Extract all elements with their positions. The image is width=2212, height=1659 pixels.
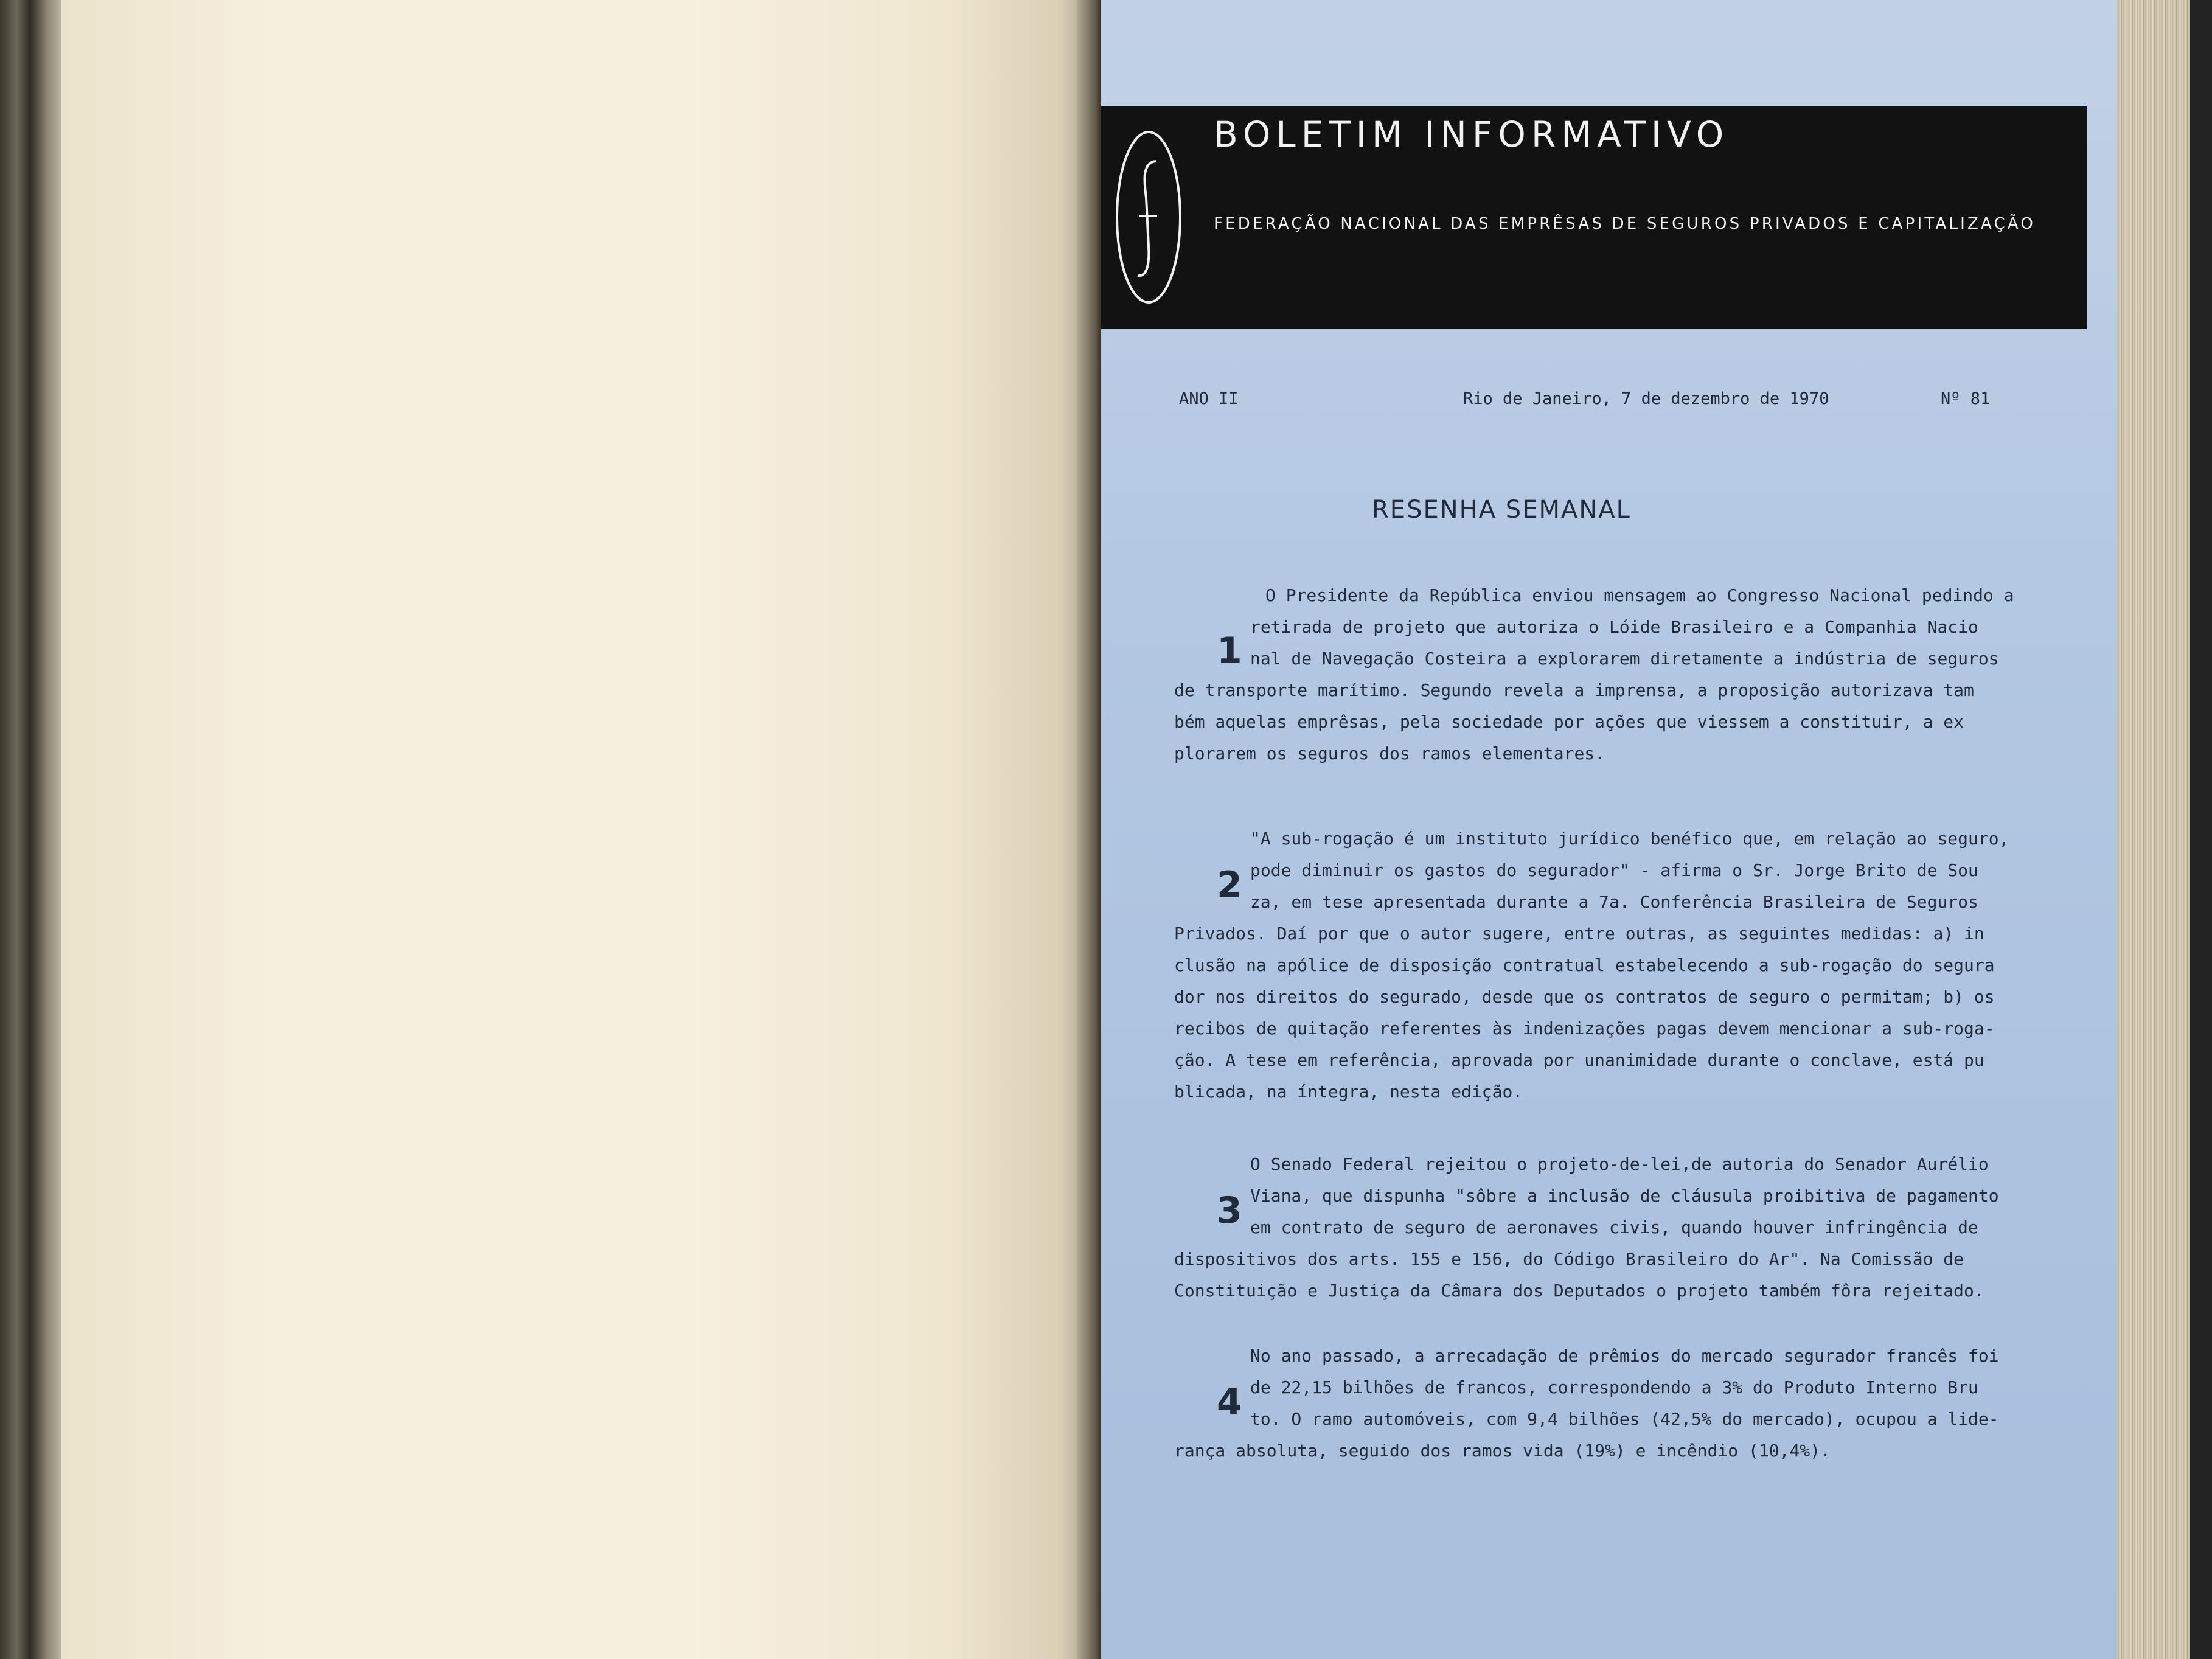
bulletin-title: BOLETIM INFORMATIVO — [1214, 114, 1730, 155]
paragraph-line: pode diminuir os gastos do segurador" - afirma o Sr. Jorge Brito de Sou — [1250, 860, 1978, 880]
paragraph-line: dispositivos dos arts. 155 e 156, do Código Brasileiro do Ar". Na Comissão de — [1174, 1249, 1964, 1269]
paragraph-line: recibos de quitação referentes às indenizações pagas devem mencionar a sub-roga- — [1174, 1018, 1995, 1038]
page-stack-shadow — [2190, 0, 2212, 1659]
paragraph-line: em contrato de seguro de aeronaves civis, quando houver infringência de — [1250, 1217, 1978, 1237]
federation-logo-icon — [1112, 125, 1185, 310]
header-banner — [1101, 106, 2087, 329]
paragraph-line: bém aquelas emprêsas, pela sociedade por ações que viessem a constituir, a ex — [1174, 712, 1964, 732]
blank-left-page — [61, 0, 1101, 1659]
paragraph-line: za, em tese apresentada durante a 7a. Conferência Brasileira de Seguros — [1250, 892, 1978, 912]
item-number: 3 — [1217, 1189, 1242, 1232]
item-number: 4 — [1217, 1381, 1242, 1424]
paragraph-line: No ano passado, a arrecadação de prêmios do mercado segurador francês foi — [1250, 1346, 1999, 1366]
paragraph-line: Privados. Daí por que o autor sugere, entre outras, as seguintes medidas: a) in — [1174, 923, 1984, 944]
issue-date: Rio de Janeiro, 7 de dezembro de 1970 — [1463, 389, 1829, 408]
paragraph-line: clusão na apólice de disposição contratual estabelecendo a sub-rogação do segura — [1174, 955, 1995, 975]
paragraph-line: retirada de projeto que autoriza o Lóide Brasileiro e a Companhia Nacio — [1250, 617, 1978, 637]
paragraph-line: O Presidente da República enviou mensagem ao Congresso Nacional pedindo a — [1265, 585, 2014, 605]
paragraph-line: O Senado Federal rejeitou o projeto-de-lei,de autoria do Senador Aurélio — [1250, 1154, 1989, 1174]
paragraph-line: plorarem os seguros dos ramos elementares. — [1174, 743, 1605, 763]
paragraph-line: to. O ramo automóveis, com 9,4 bilhões (42,5% do mercado), ocupou a lide- — [1250, 1409, 1999, 1429]
paragraph-line: ção. A tese em referência, aprovada por unanimidade durante o conclave, está pu — [1174, 1050, 1984, 1070]
paragraph-line: Viana, que dispunha "sôbre a inclusão de cláusula proibitiva de pagamento — [1250, 1186, 1999, 1206]
paragraph-line: blicada, na íntegra, nesta edição. — [1174, 1082, 1523, 1102]
issue-number: Nº 81 — [1941, 389, 1991, 408]
paragraph-line: de transporte marítimo. Segundo revela a imprensa, a proposição autorizava tam — [1174, 680, 1974, 700]
paragraph-line: "A sub-rogação é um instituto jurídico benéfico que, em relação ao seguro, — [1250, 829, 2009, 849]
item-number: 2 — [1217, 864, 1242, 906]
paragraph-line: dor nos direitos do segurado, desde que os contratos de seguro o permitam; b) os — [1174, 987, 1995, 1007]
issue-year: ANO II — [1179, 389, 1239, 408]
item-number: 1 — [1217, 630, 1242, 672]
book-spine-edge — [0, 0, 67, 1659]
federation-name: FEDERAÇÃO NACIONAL DAS EMPRÊSAS DE SEGUROS PRIVADOS E CAPITALIZAÇÃO — [1214, 215, 2036, 233]
paragraph-line: rança absoluta, seguido dos ramos vida (19%) e incêndio (10,4%). — [1174, 1441, 1831, 1461]
paragraph-line: de 22,15 bilhões de francos, correspondendo a 3% do Produto Interno Bru — [1250, 1377, 1978, 1397]
section-title: RESENHA SEMANAL — [1372, 496, 1631, 524]
bulletin-page — [1101, 0, 2117, 1659]
paragraph-line: nal de Navegação Costeira a explorarem diretamente a indústria de seguros — [1250, 649, 1999, 669]
paragraph-line: Constituição e Justiça da Câmara dos Deputados o projeto também fôra rejeitado. — [1174, 1281, 1984, 1301]
